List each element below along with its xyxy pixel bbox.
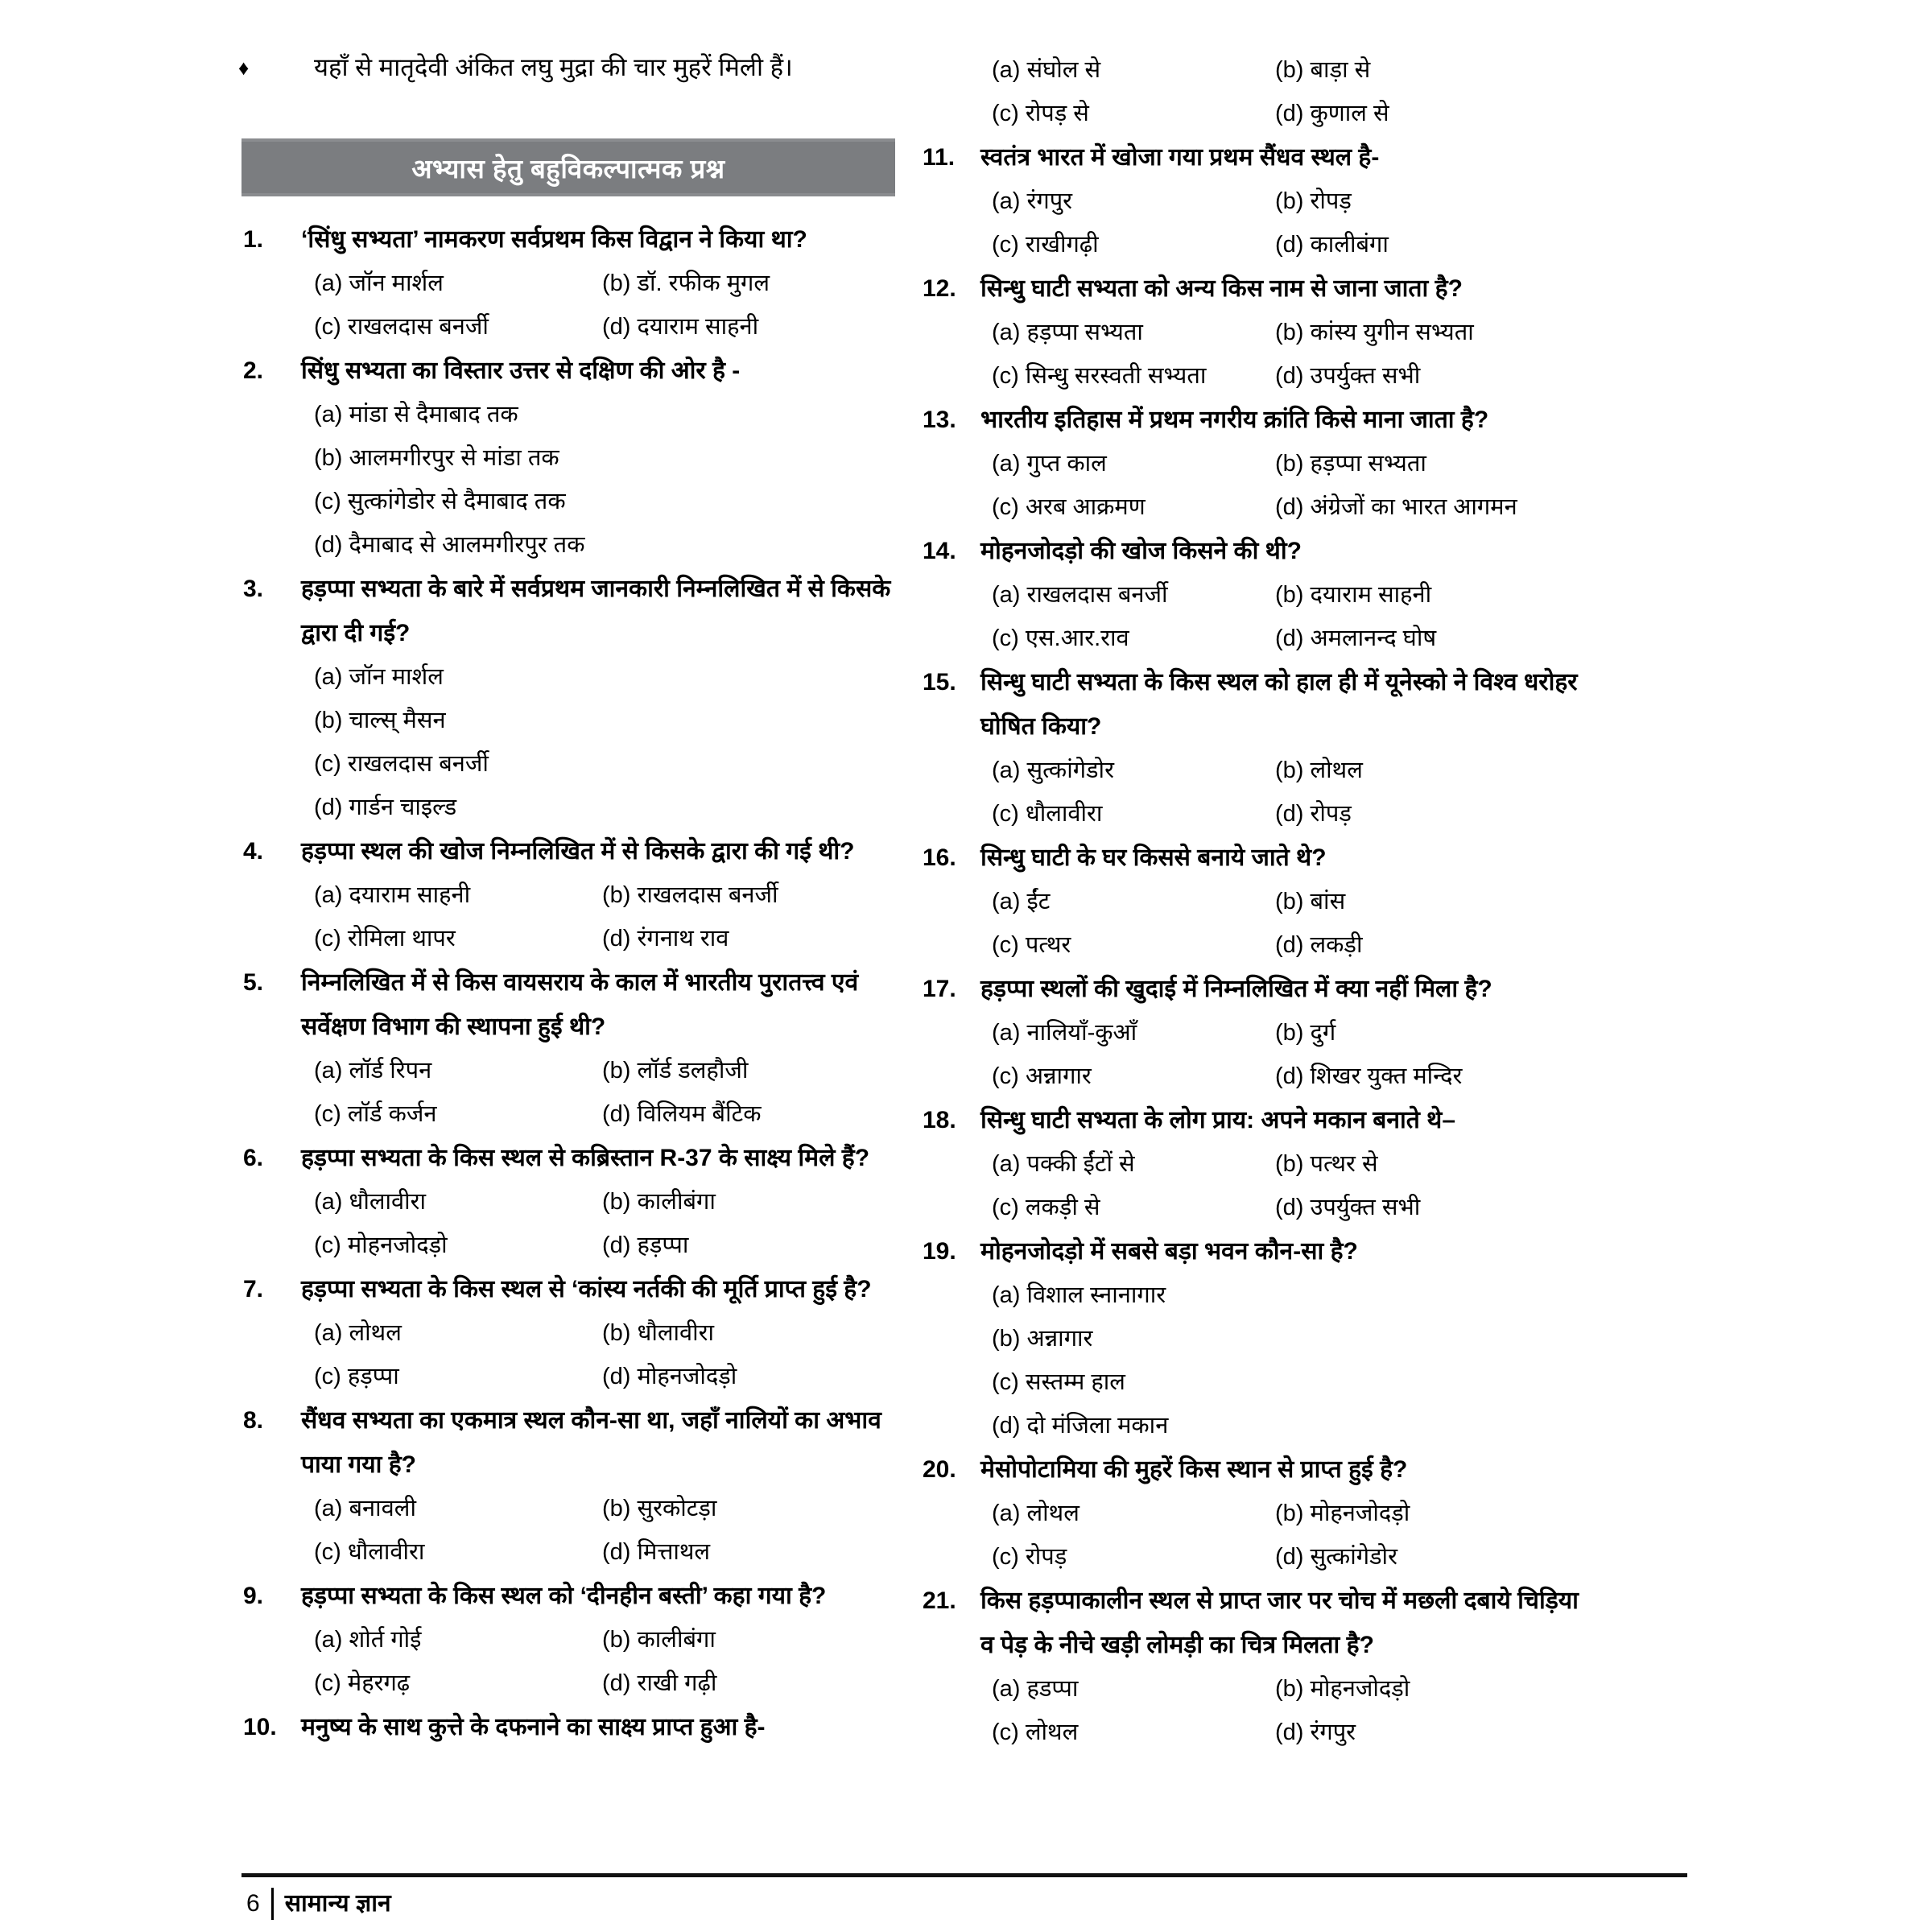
option-list: [314, 1618, 906, 1705]
option-c[interactable]: (c) सस्तम्म हाल: [992, 1369, 1125, 1395]
section-banner-title: अभ्यास हेतु बहुविकल्पात्मक प्रश्न: [411, 153, 725, 184]
option-line: [992, 1011, 1586, 1055]
option-d[interactable]: (d) हड़प्पा: [602, 1232, 689, 1258]
option-line: [992, 1711, 1586, 1754]
option-line: [992, 442, 1586, 485]
option-a[interactable]: (a) मांडा से दैमाबाद तक: [314, 402, 518, 427]
question-text: सिंधु सभ्यता का विस्तार उत्तर से दक्षिण की ओर है -: [301, 357, 741, 384]
option-a[interactable]: (a) लॉर्ड रिपन: [314, 1058, 432, 1084]
question-block: [238, 1574, 906, 1705]
option-d[interactable]: (d) रंगनाथ राव: [602, 926, 729, 952]
question-text: हड़प्पा सभ्यता के बारे में सर्वप्रथम जानकारी निम्नलिखित में से किसके द्वारा दी गई?: [301, 576, 891, 646]
question-row: [918, 1447, 1586, 1492]
question-block: [238, 960, 906, 1136]
question-row: [918, 266, 1586, 311]
option-d[interactable]: (d) रोपड़: [1275, 801, 1352, 827]
option-d[interactable]: (d) दयाराम साहनी: [602, 314, 759, 340]
option-a[interactable]: (a) हड़प्पा सभ्यता: [992, 320, 1143, 345]
diamond-bullet-icon: ♦: [238, 56, 250, 80]
option-line: [992, 1535, 1586, 1579]
question-block: [238, 1136, 906, 1267]
option-line: [992, 1404, 1586, 1447]
option-b[interactable]: (b) हड़प्पा सभ्यता: [1275, 451, 1426, 477]
option-b[interactable]: (b) कांस्य युगीन सभ्यता: [1275, 320, 1474, 345]
footer-separator: [271, 1888, 274, 1920]
question-row: [238, 1136, 906, 1180]
question-text: सिन्धु घाटी सभ्यता के किस स्थल को हाल ही में यूनेस्को ने विश्व धरोहर घोषित किया?: [980, 669, 1578, 740]
question-text: निम्नलिखित में से किस वायसराय के काल में भारतीय पुरातत्त्व एवं सर्वेक्षण विभाग की स्थापना हुई थी?: [301, 969, 859, 1040]
question-text: हड़प्पा सभ्यता के किस स्थल को ‘दीनहीन बस्ती’ कहा गया है?: [301, 1583, 827, 1609]
option-c[interactable]: (c) राखीगढ़ी: [992, 232, 1099, 258]
option-line: [992, 749, 1586, 792]
question-row: [918, 135, 1586, 180]
question-block: [918, 1579, 1586, 1754]
question-text: किस हड़प्पाकालीन स्थल से प्राप्त जार पर चोच में मछली दबाये चिड़िया व पेड़ के नीचे खड़ी लोमड़ी का चित्र मिलता है?: [980, 1587, 1579, 1658]
question-number: 21.: [923, 1587, 956, 1614]
option-a[interactable]: (a) धौलावीरा: [314, 1189, 427, 1215]
option-line: [992, 180, 1586, 223]
question-block: [918, 398, 1586, 529]
option-a[interactable]: (a) संघोल से: [992, 57, 1101, 83]
question-block: [918, 135, 1586, 266]
question-block: [238, 829, 906, 960]
option-line: [992, 1492, 1586, 1535]
option-d[interactable]: (d) उपर्युक्त सभी: [1275, 363, 1421, 389]
option-c[interactable]: (c) सुत्कांगेडोर से दैमाबाद तक: [314, 489, 566, 514]
intro-bullet-row: [238, 48, 914, 87]
question-block: [918, 266, 1586, 398]
option-c[interactable]: (c) हड़प्पा: [314, 1364, 399, 1389]
option-d[interactable]: (d) कुणाल से: [1275, 101, 1389, 126]
question-row: [918, 1098, 1586, 1142]
option-line: [314, 655, 906, 699]
question-number: 11.: [923, 144, 956, 171]
question-text: हड़प्पा सभ्यता के किस स्थल से ‘कांस्य नर्तकी की मूर्ति प्राप्त हुई है?: [301, 1276, 872, 1302]
option-c[interactable]: (c) पत्थर: [992, 932, 1071, 958]
option-d[interactable]: (d) मोहनजोदड़ो: [602, 1364, 737, 1389]
option-list: [314, 1049, 906, 1136]
question-row: [238, 960, 906, 1049]
question-row: [238, 1267, 906, 1311]
question-number: 12.: [923, 275, 956, 302]
option-c[interactable]: (c) लॉर्ड कर्जन: [314, 1101, 437, 1127]
question-row: [238, 1398, 906, 1487]
question-row: [918, 1579, 1586, 1667]
continued-option-list: [992, 48, 1586, 135]
option-line: [314, 393, 906, 436]
option-b[interactable]: (b) बांस: [1275, 889, 1346, 914]
option-list: [992, 880, 1586, 967]
question-number: 13.: [923, 407, 956, 433]
option-c[interactable]: (c) रोमिला थापर: [314, 926, 456, 952]
question-block: [238, 1705, 906, 1749]
option-a[interactable]: (a) हडप्पा: [992, 1676, 1079, 1702]
option-a[interactable]: (a) नालियाँ-कुआँ: [992, 1020, 1137, 1046]
option-line: [992, 1360, 1586, 1404]
section-banner: [242, 138, 895, 196]
option-list: [314, 1180, 906, 1267]
question-block: [918, 660, 1586, 836]
question-number: 3.: [243, 576, 264, 602]
option-c[interactable]: (c) धौलावीरा: [992, 801, 1103, 827]
option-c[interactable]: (c) अरब आक्रमण: [992, 494, 1146, 520]
footer-page-number: 6: [246, 1890, 260, 1917]
option-line: [314, 436, 906, 480]
option-list: [992, 1011, 1586, 1098]
question-text: सिन्धु घाटी सभ्यता को अन्य किस नाम से जाना जाता है?: [980, 275, 1463, 302]
option-line: [992, 923, 1586, 967]
question-row: [238, 567, 906, 655]
option-line: [314, 1618, 906, 1662]
question-number: 9.: [243, 1583, 264, 1609]
option-line: [314, 1180, 906, 1224]
option-c[interactable]: (c) लकड़ी से: [992, 1195, 1100, 1220]
option-d[interactable]: (d) राखी गढ़ी: [602, 1670, 717, 1696]
question-number: 5.: [243, 969, 264, 996]
option-list: [992, 180, 1586, 266]
option-c[interactable]: (c) रोपड़: [992, 1544, 1067, 1570]
question-block: [918, 967, 1586, 1098]
option-line: [992, 1142, 1586, 1186]
option-list: [992, 311, 1586, 398]
question-number: 16.: [923, 844, 956, 871]
question-text: स्वतंत्र भारत में खोजा गया प्रथम सैंधव स्थल है-: [980, 144, 1380, 171]
option-d[interactable]: (d) अमलानन्द घोष: [1275, 625, 1437, 651]
option-a[interactable]: (a) बनावली: [314, 1496, 416, 1521]
option-b[interactable]: (b) लोथल: [1275, 758, 1363, 783]
option-line: [992, 573, 1586, 617]
question-block: [918, 529, 1586, 660]
question-text: मोहनजोदड़ो की खोज किसने की थी?: [980, 538, 1302, 564]
question-block: [918, 1229, 1586, 1447]
option-d[interactable]: (d) विलियम बैंटिक: [602, 1101, 762, 1127]
option-list: [314, 655, 906, 829]
option-b[interactable]: (b) चाल्स्‌ मैसन: [314, 708, 446, 733]
option-line: [314, 742, 906, 786]
option-d[interactable]: (d) कालीबंगा: [1275, 232, 1389, 258]
question-number: 4.: [243, 838, 264, 865]
option-line: [314, 262, 906, 305]
option-line: [314, 1311, 906, 1355]
question-text: सैंधव सभ्यता का एकमात्र स्थल कौन-सा था, जहाँ नालियों का अभाव पाया गया है?: [301, 1407, 881, 1478]
option-list: [314, 873, 906, 960]
option-line: [314, 873, 906, 917]
option-list: [992, 1492, 1586, 1579]
option-c[interactable]: (c) राखलदास बनर्जी: [314, 314, 489, 340]
option-line: [992, 880, 1586, 923]
option-line: [992, 1317, 1586, 1360]
option-d[interactable]: (d) गार्डन चाइल्ड: [314, 795, 457, 820]
option-d[interactable]: (d) शिखर युक्त मन्दिर: [1275, 1063, 1463, 1089]
question-number: 8.: [243, 1407, 264, 1434]
option-line: [314, 1487, 906, 1530]
option-d[interactable]: (d) सुत्कांगेडोर: [1275, 1544, 1397, 1570]
option-line: [992, 92, 1586, 135]
question-text: हड़प्पा स्थलों की खुदाई में निम्नलिखित में क्या नहीं मिला है?: [980, 976, 1492, 1002]
option-line: [314, 917, 906, 960]
option-line: [314, 1355, 906, 1398]
option-line: [314, 1049, 906, 1092]
footer-divider: [242, 1873, 1687, 1877]
question-row: [238, 1574, 906, 1618]
option-c[interactable]: (c) अन्नागार: [992, 1063, 1092, 1089]
option-line: [314, 480, 906, 523]
question-number: 15.: [923, 669, 956, 696]
option-b[interactable]: (b) बाड़ा से: [1275, 57, 1371, 83]
option-line: [314, 1224, 906, 1267]
option-list: [992, 1274, 1586, 1447]
option-c[interactable]: (c) रोपड़ से: [992, 101, 1089, 126]
option-d[interactable]: (d) लकड़ी: [1275, 932, 1363, 958]
option-c[interactable]: (c) लोथल: [992, 1719, 1079, 1745]
option-line: [992, 1274, 1586, 1317]
question-number: 1.: [243, 226, 264, 253]
option-line: [992, 223, 1586, 266]
option-line: [314, 1092, 906, 1136]
question-text: भारतीय इतिहास में प्रथम नगरीय क्रांति किसे माना जाता है?: [980, 407, 1489, 433]
question-text: ‘सिंधु सभ्यता’ नामकरण सर्वप्रथम किस विद्वान ने किया था?: [301, 226, 807, 253]
right-question-column: [918, 48, 1586, 1754]
option-c[interactable]: (c) मोहनजोदड़ो: [314, 1232, 448, 1258]
option-a[interactable]: (a) दयाराम साहनी: [314, 882, 471, 908]
question-text: हड़प्पा सभ्यता के किस स्थल से कब्रिस्तान R-37 के साक्ष्य मिले हैं?: [301, 1145, 870, 1171]
question-number: 17.: [923, 976, 956, 1002]
question-row: [238, 829, 906, 873]
question-block: [238, 1398, 906, 1574]
question-text: सिन्धु घाटी के घर किससे बनाये जाते थे?: [980, 844, 1327, 871]
option-d[interactable]: (d) रंगपुर: [1275, 1719, 1356, 1745]
question-row: [918, 398, 1586, 442]
question-text: मेसोपोटामिया की मुहरें किस स्थान से प्राप्त हुई है?: [980, 1456, 1408, 1483]
option-line: [314, 786, 906, 829]
option-d[interactable]: (d) मित्ताथल: [602, 1539, 711, 1565]
question-block: [918, 836, 1586, 967]
option-line: [992, 1186, 1586, 1229]
question-text: हड़प्पा स्थल की खोज निम्नलिखित में से किसके द्वारा की गई थी?: [301, 838, 855, 865]
option-a[interactable]: (a) राखलदास बनर्जी: [992, 582, 1168, 608]
option-b[interactable]: (b) धौलावीरा: [602, 1320, 715, 1346]
option-list: [314, 393, 906, 567]
option-b[interactable]: (b) अन्नागार: [992, 1326, 1093, 1352]
question-text: मोहनजोदड़ो में सबसे बड़ा भवन कौन-सा है?: [980, 1238, 1358, 1265]
option-a[interactable]: (a) पक्की ईंटों से: [992, 1151, 1135, 1177]
option-a[interactable]: (a) शोर्त गोई: [314, 1627, 422, 1653]
option-b[interactable]: (b) डॉ. रफीक मुगल: [602, 270, 770, 296]
option-a[interactable]: (a) जॉन मार्शल: [314, 664, 444, 690]
question-row: [238, 349, 906, 393]
option-b[interactable]: (b) दुर्ग: [1275, 1020, 1336, 1046]
option-a[interactable]: (a) लोथल: [314, 1320, 402, 1346]
question-number: 20.: [923, 1456, 956, 1483]
option-line: [992, 1055, 1586, 1098]
option-d[interactable]: (d) अंग्रेजों का भारत आगमन: [1275, 494, 1517, 520]
option-b[interactable]: (b) रोपड़: [1275, 188, 1352, 214]
option-line: [992, 792, 1586, 836]
option-line: [314, 523, 906, 567]
option-b[interactable]: (b) पत्थर से: [1275, 1151, 1378, 1177]
option-list: [992, 1667, 1586, 1754]
option-a[interactable]: (a) रंगपुर: [992, 188, 1073, 214]
option-c[interactable]: (c) धौलावीरा: [314, 1539, 425, 1565]
question-row: [918, 836, 1586, 880]
option-line: [992, 354, 1586, 398]
question-number: 2.: [243, 357, 264, 384]
option-a[interactable]: (a) जॉन मार्शल: [314, 270, 444, 296]
option-c[interactable]: (c) मेहरगढ़: [314, 1670, 411, 1696]
option-b[interactable]: (b) लॉर्ड डलहौजी: [602, 1058, 749, 1084]
question-block: [918, 1098, 1586, 1229]
question-row: [238, 217, 906, 262]
question-number: 6.: [243, 1145, 264, 1171]
option-line: [992, 311, 1586, 354]
option-list: [314, 262, 906, 349]
option-line: [992, 485, 1586, 529]
option-list: [314, 1487, 906, 1574]
option-b[interactable]: (b) कालीबंगा: [602, 1627, 716, 1653]
question-number: 10.: [243, 1714, 277, 1740]
page-footer: [246, 1885, 391, 1922]
question-number: 7.: [243, 1276, 264, 1302]
question-text: मनुष्य के साथ कुत्ते के दफनाने का साक्ष्य प्राप्त हुआ है-: [301, 1714, 766, 1740]
question-row: [918, 529, 1586, 573]
option-b[interactable]: (b) मोहनजोदड़ो: [1275, 1676, 1410, 1702]
option-line: [992, 48, 1586, 92]
question-row: [918, 1229, 1586, 1274]
option-d[interactable]: (d) दो मंजिला मकान: [992, 1413, 1169, 1439]
option-b[interactable]: (b) मोहनजोदड़ो: [1275, 1501, 1410, 1526]
option-a[interactable]: (a) सुत्कांगेडोर: [992, 758, 1114, 783]
question-number: 14.: [923, 538, 956, 564]
option-list: [314, 1311, 906, 1398]
option-d[interactable]: (d) उपर्युक्त सभी: [1275, 1195, 1421, 1220]
question-block: [238, 217, 906, 349]
option-d[interactable]: (d) दैमाबाद से आलमगीरपुर तक: [314, 532, 585, 558]
option-list: [992, 749, 1586, 836]
question-block: [918, 1447, 1586, 1579]
option-b[interactable]: (b) आलमगीरपुर से मांडा तक: [314, 445, 559, 471]
option-line: [992, 617, 1586, 660]
option-list: [992, 1142, 1586, 1229]
footer-book-title: सामान्य ज्ञान: [284, 1890, 391, 1917]
option-c[interactable]: (c) राखलदास बनर्जी: [314, 751, 489, 777]
option-line: [314, 1662, 906, 1705]
question-text: सिन्धु घाटी सभ्यता के लोग प्राय: अपने मकान बनाते थे–: [980, 1107, 1456, 1133]
option-line: [314, 1530, 906, 1574]
question-row: [918, 967, 1586, 1011]
option-b[interactable]: (b) दयाराम साहनी: [1275, 582, 1432, 608]
option-c[interactable]: (c) एस.आर.राव: [992, 625, 1129, 651]
question-block: [238, 349, 906, 567]
option-a[interactable]: (a) विशाल स्नानागार: [992, 1282, 1166, 1308]
option-line: [992, 1667, 1586, 1711]
option-list: [992, 573, 1586, 660]
question-number: 18.: [923, 1107, 956, 1133]
question-number: 19.: [923, 1238, 956, 1265]
question-row: [238, 1705, 906, 1749]
option-a[interactable]: (a) लोथल: [992, 1501, 1080, 1526]
option-a[interactable]: (a) ईंट: [992, 889, 1051, 914]
option-b[interactable]: (b) सुरकोटड़ा: [602, 1496, 717, 1521]
option-b[interactable]: (b) कालीबंगा: [602, 1189, 716, 1215]
question-row: [918, 660, 1586, 749]
option-line: [314, 305, 906, 349]
intro-text: यहाँ से मातृदेवी अंकित लघु मुद्रा की चार मुहरें मिली हैं।: [314, 53, 793, 81]
option-c[interactable]: (c) सिन्धु सरस्वती सभ्यता: [992, 363, 1207, 389]
option-list: [992, 442, 1586, 529]
question-block: [238, 1267, 906, 1398]
left-question-column: [238, 217, 906, 1749]
option-a[interactable]: (a) गुप्त काल: [992, 451, 1107, 477]
question-block: [238, 567, 906, 829]
option-line: [314, 699, 906, 742]
option-b[interactable]: (b) राखलदास बनर्जी: [602, 882, 778, 908]
